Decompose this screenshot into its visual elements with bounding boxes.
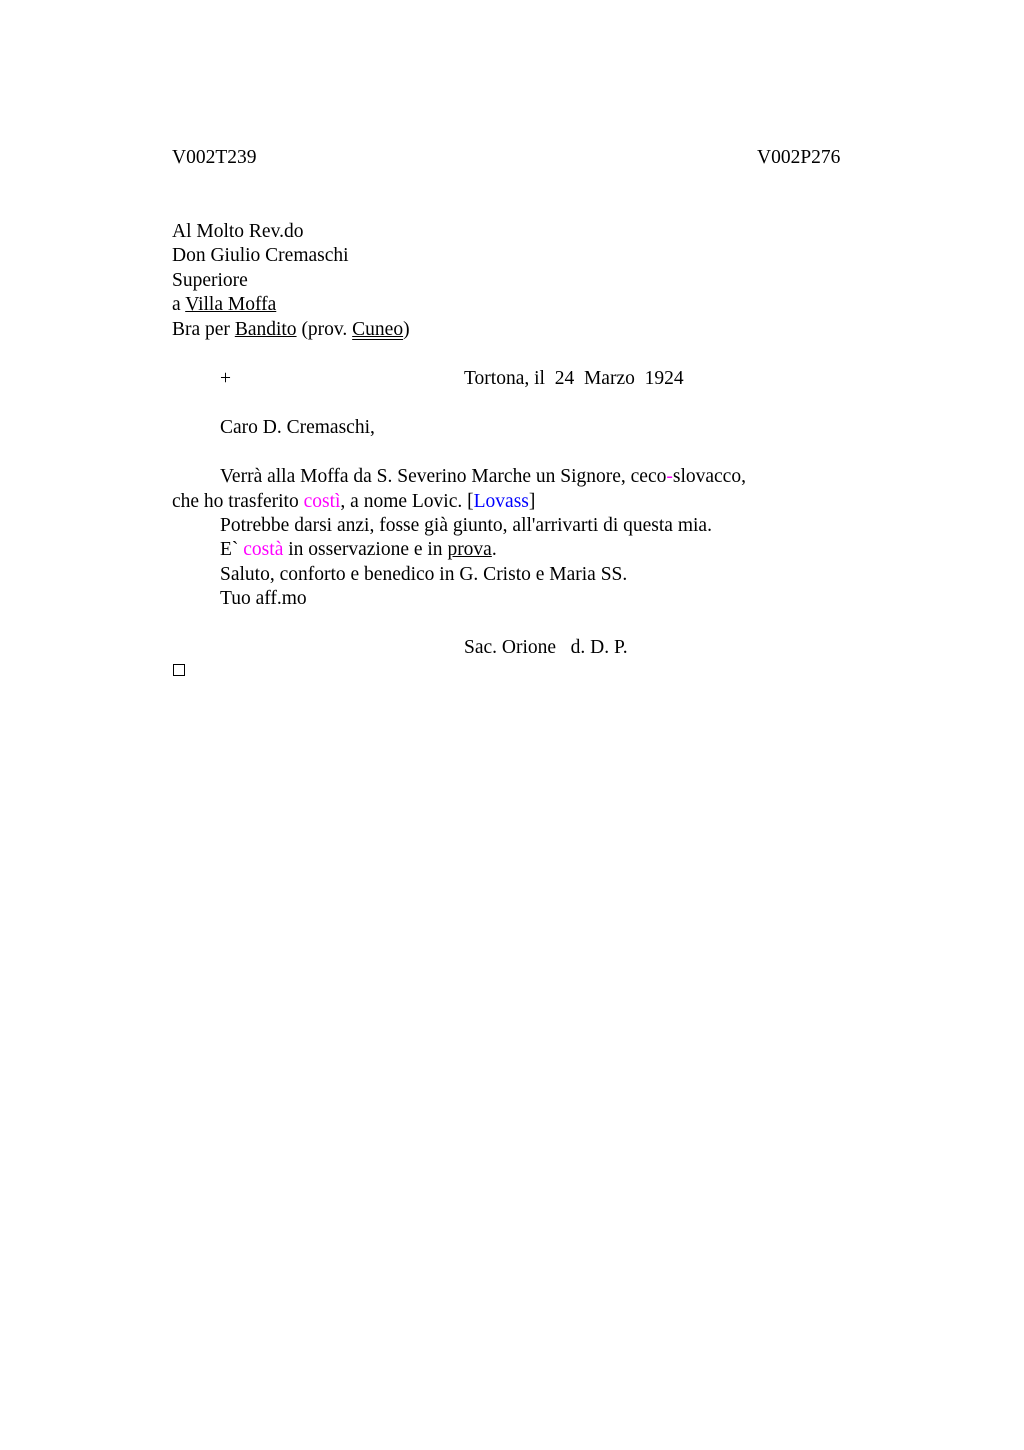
address-line-4 [172, 293, 276, 317]
body-text: slovacco, [672, 466, 746, 487]
editorial-note: Lovass [473, 491, 529, 512]
body-text: in osservazione e in [283, 539, 448, 560]
address-close-paren: ) [403, 319, 410, 340]
address-province: Cuneo [352, 319, 404, 340]
place-date: Tortona, il 24 Marzo 1924 [464, 368, 684, 389]
address-line-2: Don Giulio Cremaschi [172, 245, 349, 266]
address-town: Bandito [234, 319, 297, 340]
address-bra-prefix: Bra per [172, 319, 235, 340]
body-line-2 [172, 490, 535, 514]
body-text: Verrà alla Moffa da S. Severino Marche un Signore, ceco [220, 466, 667, 487]
address-line-3: Superiore [172, 270, 248, 291]
salutation: Caro D. Cremaschi, [220, 417, 375, 438]
body-line-3: Potrebbe darsi anzi, fosse già giunto, all'arrivarti di questa mia. [220, 515, 712, 536]
body-line-5: Saluto, conforto e benedico in G. Cristo e Maria SS. [220, 564, 628, 585]
underlined-word: prova [447, 539, 492, 560]
body-text: . [491, 539, 497, 560]
body-text: ] [528, 491, 536, 512]
header-left-code: V002T239 [172, 147, 257, 168]
editorial-hyphen: - [666, 466, 673, 487]
body-text: E` [220, 539, 244, 560]
end-square-icon [173, 664, 185, 676]
editorial-word: costì [303, 491, 341, 512]
body-text: che ho trasferito [172, 491, 304, 512]
signature: Sac. Orione d. D. P. [464, 637, 628, 658]
cross-mark: + [220, 368, 231, 389]
body-line-6: Tuo aff.mo [220, 588, 307, 609]
address-line-1: Al Molto Rev.do [172, 221, 304, 242]
editorial-word: costà [243, 539, 284, 560]
body-line-4 [220, 538, 497, 562]
address-line-5 [172, 318, 410, 342]
address-place: Villa Moffa [185, 294, 277, 315]
address-prov-prefix: (prov. [296, 319, 353, 340]
body-line-1 [220, 465, 746, 489]
body-text: , a nome Lovic. [ [340, 491, 474, 512]
header-right-code: V002P276 [757, 147, 841, 168]
address-prefix: a [172, 294, 186, 315]
